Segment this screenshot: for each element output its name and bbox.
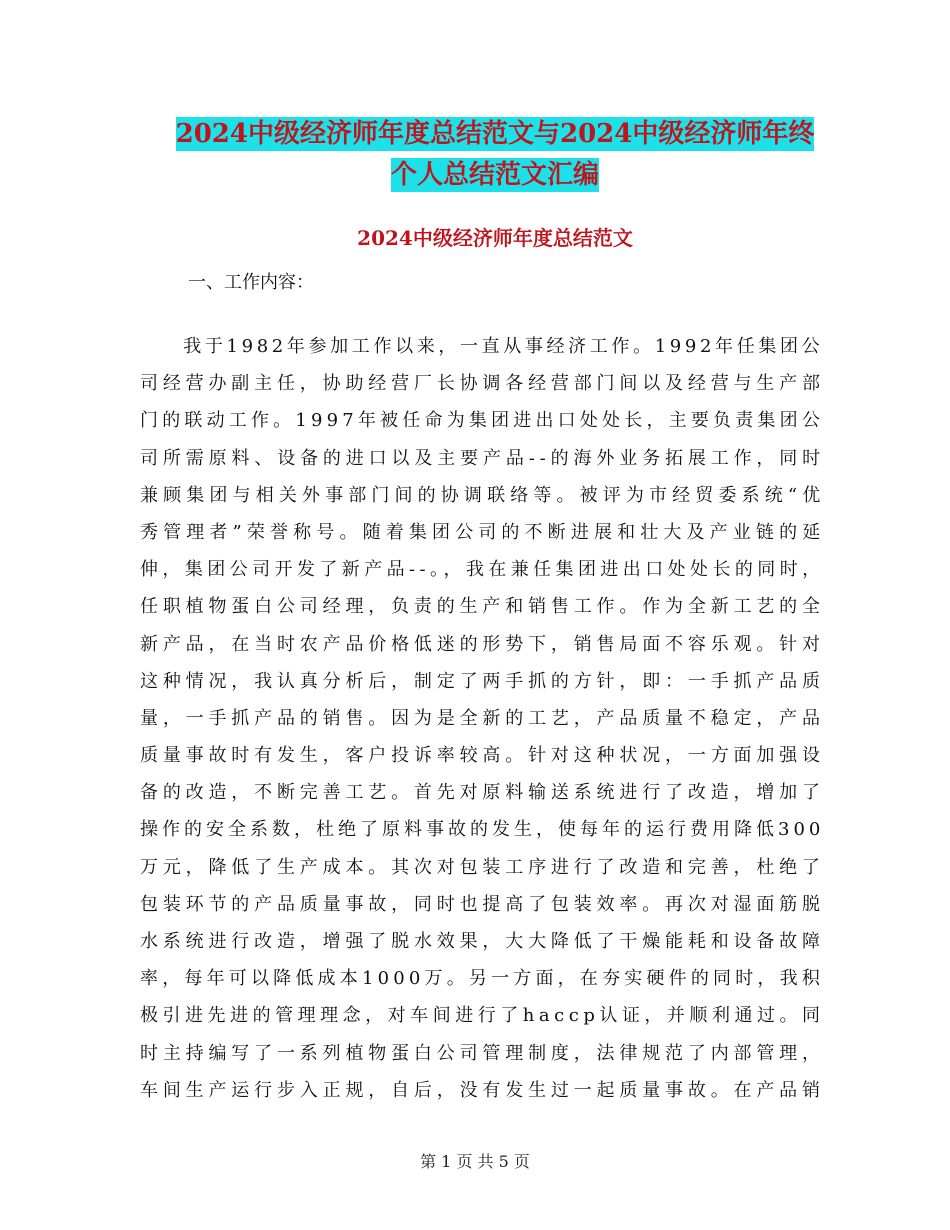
body-line: 新产品，在当时农产品价格低迷的形势下，销售局面不容乐观。针对 (140, 633, 825, 655)
body-line: 秀管理者”荣誉称号。随着集团公司的不断进展和壮大及产业链的延 (140, 521, 826, 543)
body-line: 操作的安全系数，杜绝了原料事故的发生，使每年的运行费用降低300 (140, 819, 825, 841)
body-line: 时主持编写了一系列植物蛋白公司管理制度，法律规范了内部管理， (140, 1042, 825, 1064)
body-line: 质量事故时有发生，客户投诉率较高。针对这种状况，一方面加强设 (140, 745, 825, 767)
body-line: 车间生产运行步入正规，自后，没有发生过一起质量事故。在产品销 (140, 1079, 825, 1101)
body-line: 门的联动工作。1997年被任命为集团进出口处处长，主要负责集团公 (140, 410, 825, 432)
body-line: 司所需原料、设备的进口以及主要产品--的海外业务拓展工作，同时 (140, 447, 826, 469)
body-line: 伸，集团公司开发了新产品--。，我在兼任集团进出口处处长的同时， (140, 559, 825, 581)
body-line: 我于1982年参加工作以来，一直从事经济工作。1992年任集团公 (140, 336, 824, 357)
document-title-line-1 (140, 112, 850, 156)
body-line: 司经营办副主任，协助经营厂长协调各经营部门间以及经营与生产部 (140, 373, 825, 395)
body-line: 水系统进行改造，增强了脱水效果，大大降低了干燥能耗和设备故障 (140, 931, 825, 952)
body-line: 备的改造，不断完善工艺。首先对原料输送系统进行了改造，增加了 (140, 782, 825, 804)
body-line: 率，每年可以降低成本1000万。另一方面，在夯实硬件的同时，我积 (140, 968, 825, 990)
document-title-line-2-text: 个人总结范文汇编 (390, 160, 599, 190)
body-paragraph (140, 328, 826, 1109)
section-title: 2024中级经济师年度总结范文 (357, 226, 633, 250)
document-title-line-1-text: 2024中级经济师年度总结范文与2024中级经济师年终 (175, 119, 815, 149)
body-line: 包装环节的产品质量事故，同时也提高了包装效率。再次对湿面筋脱 (140, 893, 825, 915)
body-line: 万元，降低了生产成本。其次对包装工序进行了改造和完善，杜绝了 (140, 856, 825, 878)
body-line: 这种情况，我认真分析后，制定了两手抓的方针，即：一手抓产品质 (140, 670, 825, 692)
body-line: 量，一手抓产品的销售。因为是全新的工艺，产品质量不稳定，产品 (140, 707, 825, 729)
section-heading: 一、工作内容： (188, 272, 314, 293)
body-line: 极引进先进的管理理念，对车间进行了haccp认证，并顺利通过。同 (140, 1005, 825, 1027)
document-title-line-2 (140, 153, 850, 197)
page-footer: 第 1 页 共 5 页 (420, 1152, 530, 1171)
body-line: 兼顾集团与相关外事部门间的协调联络等。被评为市经贸委系统“优 (140, 484, 826, 506)
body-line: 任职植物蛋白公司经理，负责的生产和销售工作。作为全新工艺的全 (140, 596, 825, 618)
